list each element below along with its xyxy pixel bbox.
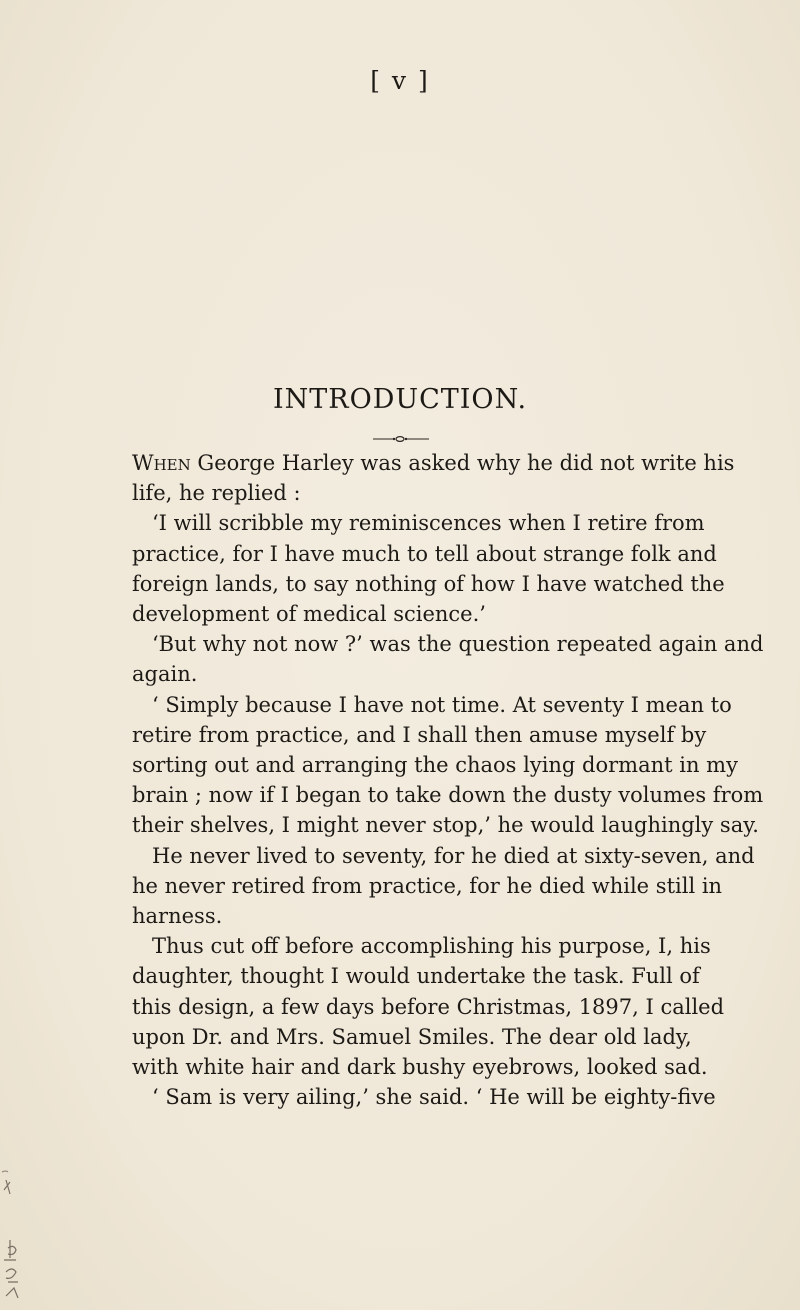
text-line: retire from practice, and I shall then amuse myself by (132, 722, 707, 747)
text-line: harness. (132, 904, 223, 929)
text-line: he never retired from practice, for he died while still in (132, 873, 723, 898)
text-line: upon Dr. and Mrs. Samuel Smiles. The dear old lady, (132, 1024, 692, 1049)
title-ornament (371, 434, 431, 444)
text-line: ‘I will scribble my reminiscences when I retire from (152, 511, 705, 536)
text-line: again. (132, 662, 198, 687)
text-line: When George Harley was asked why he did not write his (132, 451, 735, 475)
text-line: daughter, thought I would undertake the task. Full of (132, 964, 700, 989)
text-line: development of medical science.’ (132, 602, 486, 627)
introduction-text (132, 448, 764, 1112)
opening-word: When (132, 451, 191, 475)
text-line: with white hair and dark bushy eyebrows, looked sad. (132, 1055, 708, 1080)
text-line: ‘But why not now ?’ was the question repeated again and (152, 632, 764, 657)
text-line: He never lived to seventy, for he died at sixty-seven, and (152, 843, 755, 868)
text-line: ‘ Sam is very ailing,’ she said. ‘ He will be eighty-five (152, 1085, 716, 1110)
text-line: brain ; now if I began to take down the dusty volumes from (132, 783, 764, 808)
page-number: [ v ] (370, 66, 430, 95)
text-line: this design, a few days before Christmas, 1897, I called (132, 994, 725, 1019)
text-line: Thus cut off before accomplishing his purpose, I, his (152, 934, 711, 959)
text-line: life, he replied : (132, 481, 301, 506)
text-line: sorting out and arranging the chaos lying dormant in my (132, 753, 738, 778)
chapter-title: INTRODUCTION. (272, 384, 528, 416)
text-line: ‘ Simply because I have not time. At seventy I mean to (152, 692, 732, 717)
text-line: their shelves, I might never stop,’ he would laughingly say. (132, 813, 759, 838)
margin-pencil-marks (0, 1160, 40, 1310)
text-line: foreign lands, to say nothing of how I have watched the (132, 571, 725, 596)
text-line: practice, for I have much to tell about strange folk and (132, 541, 717, 566)
